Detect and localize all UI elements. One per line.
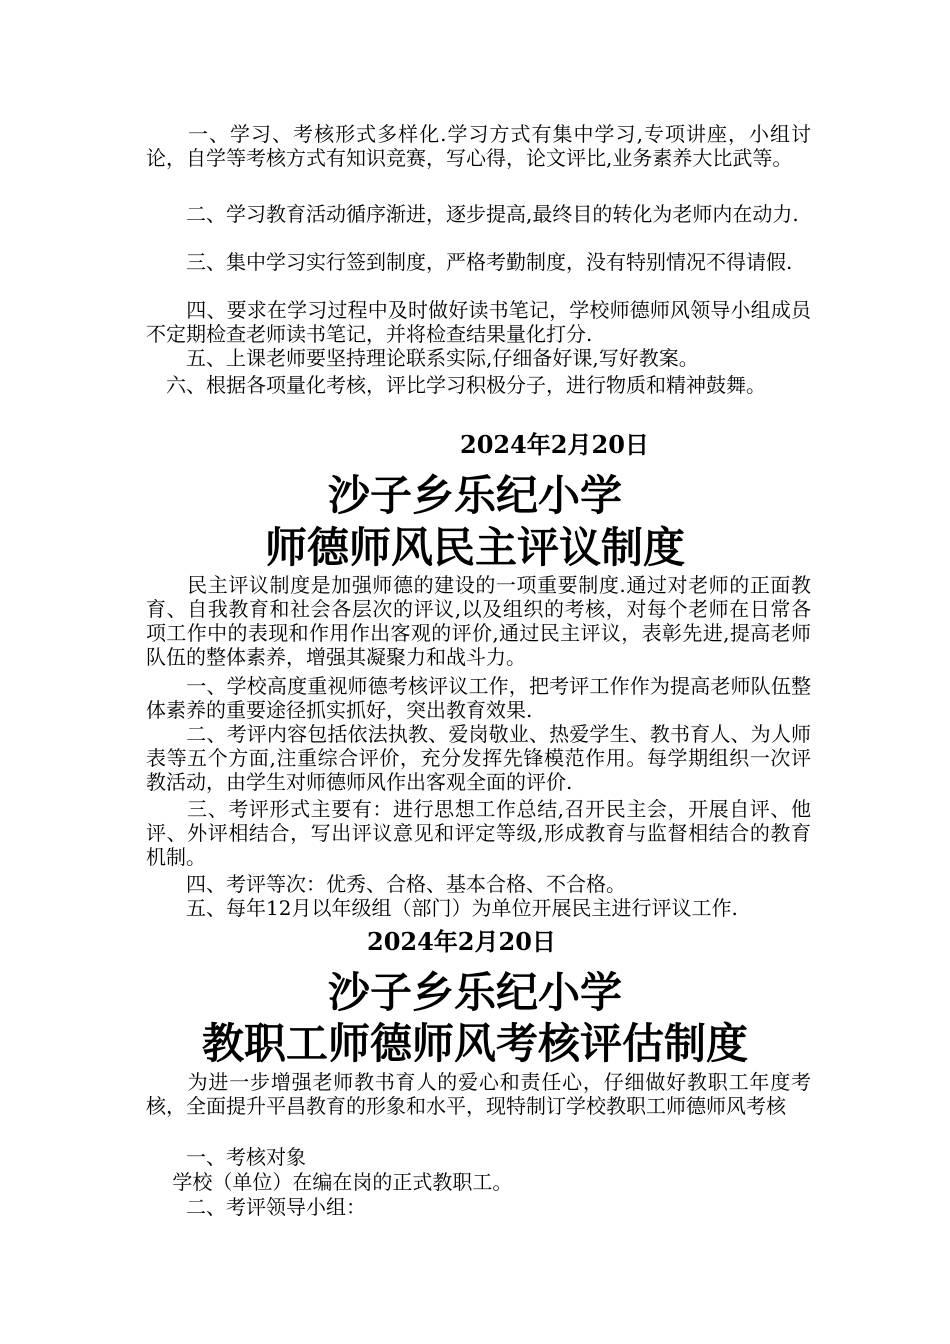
paragraph: 学校（单位）在编在岗的正式教职工。 [146,1170,513,1194]
paragraph: 一、学习、考核形式多样化.学习方式有集中学习,专项讲座，小组讨论，自学等考核方式有知识竞赛，写心得，论文评比,业务素养大比武等。 [146,122,811,170]
paragraph: 一、学校高度重视师德考核评议工作，把考评工作作为提高老师队伍整体素养的重要途径抓实抓好，突出教育效果. [146,674,811,722]
paragraph: 三、考评形式主要有：进行思想工作总结,召开民主会，开展自评、他评、外评相结合，写出评议意见和评定等级,形成教育与监督相结合的教育机制。 [146,797,811,869]
date-line: 2024年2月20日 [367,927,556,956]
paragraph: 二、学习教育活动循序渐进，逐步提高,最终目的转化为老师内在动力. [146,202,799,226]
document-title: 沙子乡乐纪小学 [327,968,622,1017]
date-line: 2024年2月20日 [460,430,649,459]
paragraph: 二、考评内容包括依法执教、爱岗敬业、热爱学生、教书育人、为人师表等五个方面,注重综合评价，充分发挥先锋模范作用。每学期组织一次评教活动，由学生对师德师风作出客观全面的评价. [146,722,811,794]
paragraph: 六、根据各项量化考核，评比学习积极分子，进行物质和精神鼓舞。 [146,373,766,397]
document-title: 沙子乡乐纪小学 [327,471,622,520]
paragraph: 五、上课老师要坚持理论联系实际,仔细备好课,写好教案。 [146,346,699,370]
paragraph: 三、集中学习实行签到制度，严格考勤制度，没有特别情况不得请假. [146,250,793,274]
paragraph: 民主评议制度是加强师德的建设的一项重要制度.通过对老师的正面教育、自我教育和社会各层次的评议,以及组织的考核，对每个老师在日常各项工作中的表现和作用作出客观的评价,通过民主评议，表彰先进,提高老师队伍的整体素养，增强其凝聚力和战斗力。 [146,573,811,669]
document-title: 教职工师德师风考核评估制度 [201,1019,748,1068]
paragraph: 一、考核对象 [146,1145,306,1169]
paragraph: 四、要求在学习过程中及时做好读书笔记，学校师德师风领导小组成员不定期检查老师读书笔记，并将检查结果量化打分. [146,298,811,346]
paragraph: 四、考评等次：优秀、合格、基本合格、不合格。 [146,872,626,896]
paragraph: 为进一步增强老师教书育人的爱心和责任心，仔细做好教职工年度考核，全面提升平昌教育的形象和水平，现特制订学校教职工师德师风考核 [146,1070,811,1118]
paragraph: 五、每年12月以年级组（部门）为单位开展民主进行评议工作. [146,896,738,920]
paragraph: 二、考评领导小组： [146,1195,366,1219]
document-title: 师德师风民主评议制度 [264,523,685,572]
